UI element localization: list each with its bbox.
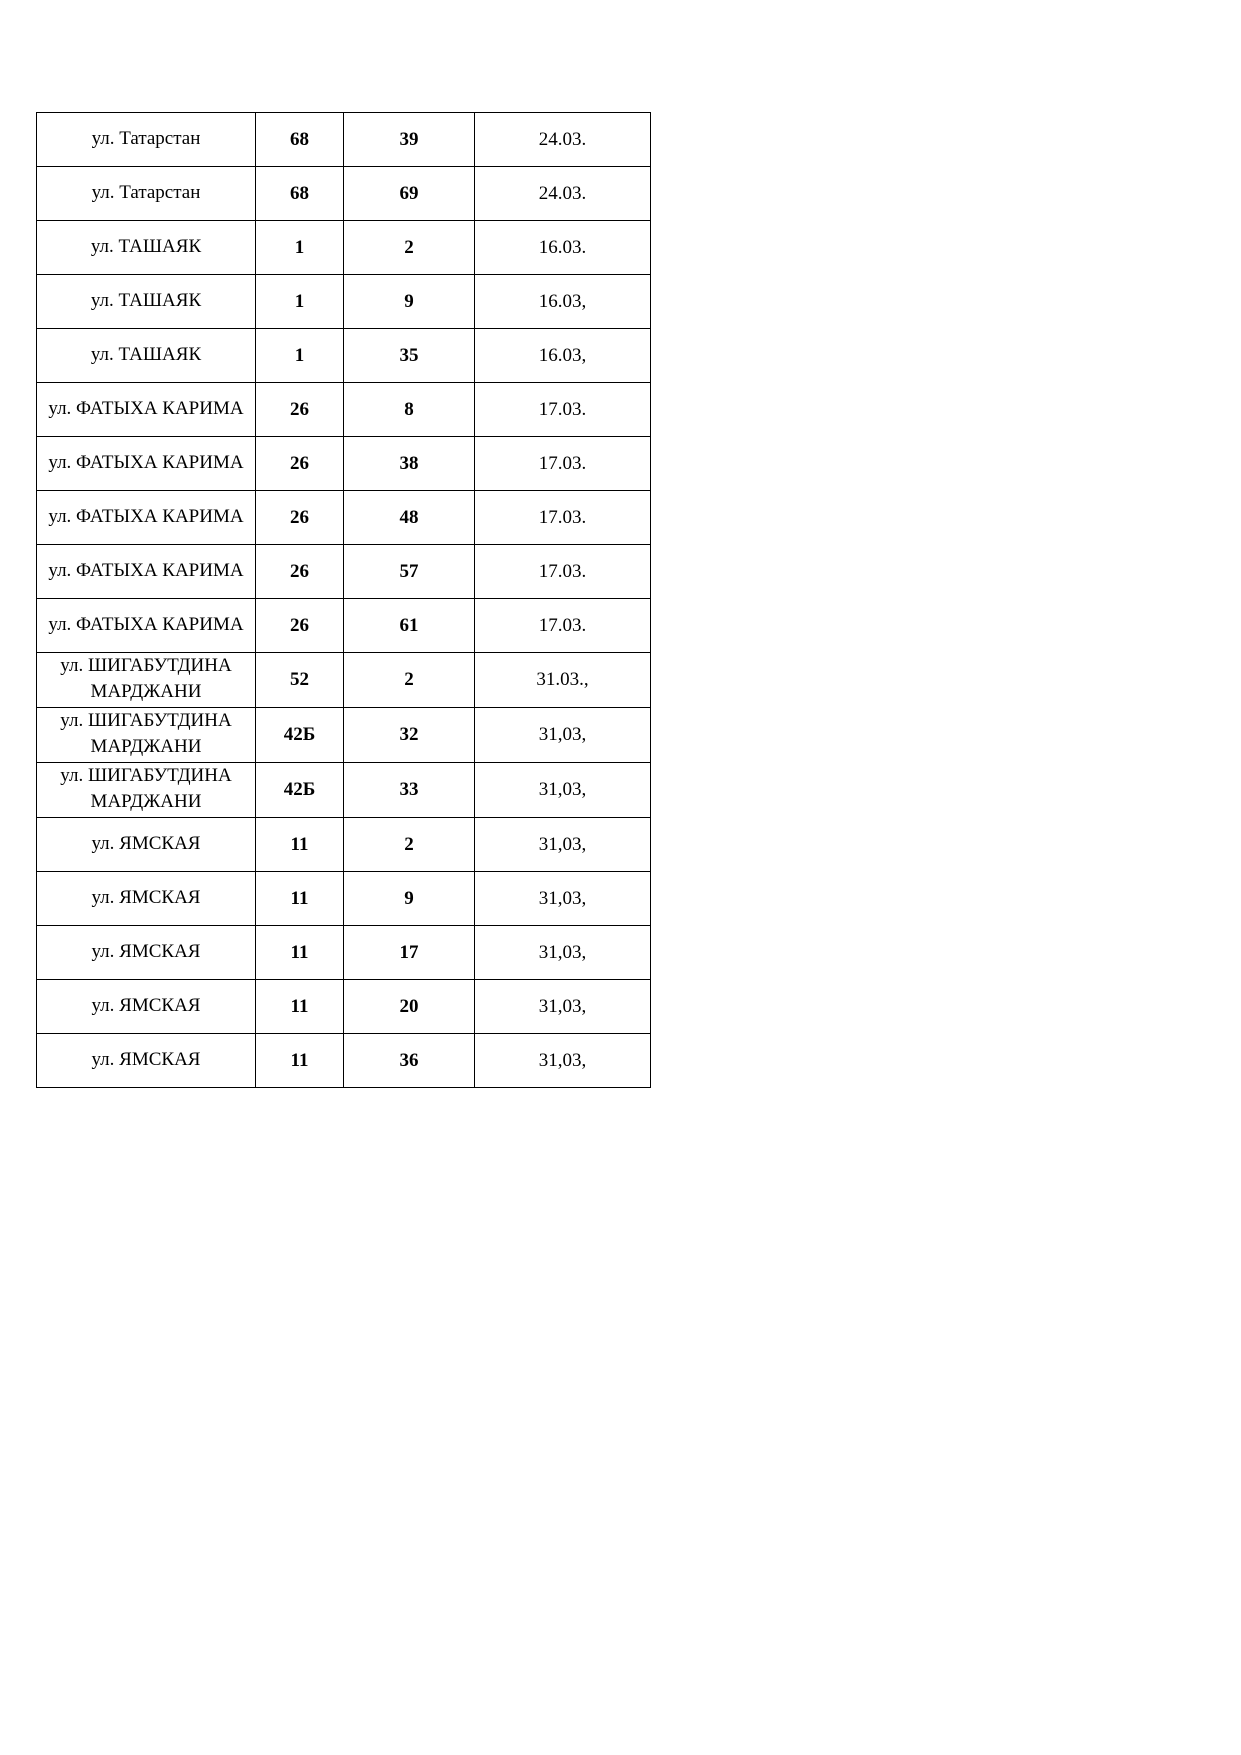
- apartment-number-cell: 36: [344, 1034, 475, 1088]
- street-cell: ул. ЯМСКАЯ: [37, 1034, 256, 1088]
- apartment-number-cell: 2: [344, 818, 475, 872]
- house-number-cell: 26: [256, 599, 344, 653]
- date-cell: 31,03,: [475, 1034, 651, 1088]
- house-number-cell: 11: [256, 1034, 344, 1088]
- street-cell: ул. ФАТЫХА КАРИМА: [37, 383, 256, 437]
- date-cell: 16.03,: [475, 275, 651, 329]
- table-row: [37, 383, 651, 437]
- apartment-number-cell: 2: [344, 653, 475, 708]
- date-cell: 31,03,: [475, 926, 651, 980]
- table-row: [37, 872, 651, 926]
- date-cell: 17.03.: [475, 437, 651, 491]
- table-row: [37, 708, 651, 763]
- street-cell: ул. ШИГАБУТДИНА МАРДЖАНИ: [37, 653, 256, 708]
- house-number-cell: 42Б: [256, 763, 344, 818]
- date-cell: 17.03.: [475, 545, 651, 599]
- house-number-cell: 52: [256, 653, 344, 708]
- apartment-number-cell: 57: [344, 545, 475, 599]
- date-cell: 17.03.: [475, 599, 651, 653]
- apartment-number-cell: 39: [344, 113, 475, 167]
- apartment-number-cell: 20: [344, 980, 475, 1034]
- table-row: [37, 763, 651, 818]
- apartment-number-cell: 38: [344, 437, 475, 491]
- date-cell: 17.03.: [475, 383, 651, 437]
- street-cell: ул. ЯМСКАЯ: [37, 926, 256, 980]
- house-number-cell: 68: [256, 113, 344, 167]
- street-cell: ул. ЯМСКАЯ: [37, 980, 256, 1034]
- date-cell: 31,03,: [475, 818, 651, 872]
- street-cell: ул. ТАШАЯК: [37, 275, 256, 329]
- date-cell: 31.03.,: [475, 653, 651, 708]
- table-row: [37, 275, 651, 329]
- street-cell: ул. ФАТЫХА КАРИМА: [37, 599, 256, 653]
- date-cell: 24.03.: [475, 113, 651, 167]
- house-number-cell: 1: [256, 275, 344, 329]
- street-cell: ул. Татарстан: [37, 167, 256, 221]
- table-row: [37, 1034, 651, 1088]
- apartment-number-cell: 69: [344, 167, 475, 221]
- apartment-number-cell: 17: [344, 926, 475, 980]
- apartment-number-cell: 33: [344, 763, 475, 818]
- house-number-cell: 26: [256, 545, 344, 599]
- table-row: [37, 545, 651, 599]
- street-cell: ул. ЯМСКАЯ: [37, 872, 256, 926]
- apartment-number-cell: 35: [344, 329, 475, 383]
- street-cell: ул. Татарстан: [37, 113, 256, 167]
- house-number-cell: 11: [256, 980, 344, 1034]
- house-number-cell: 68: [256, 167, 344, 221]
- house-number-cell: 1: [256, 221, 344, 275]
- table-row: [37, 599, 651, 653]
- table-row: [37, 167, 651, 221]
- street-cell: ул. ФАТЫХА КАРИМА: [37, 491, 256, 545]
- apartment-number-cell: 2: [344, 221, 475, 275]
- apartment-number-cell: 48: [344, 491, 475, 545]
- house-number-cell: 11: [256, 872, 344, 926]
- apartment-number-cell: 61: [344, 599, 475, 653]
- date-cell: 16.03.: [475, 221, 651, 275]
- table-row: [37, 653, 651, 708]
- date-cell: 24.03.: [475, 167, 651, 221]
- house-number-cell: 42Б: [256, 708, 344, 763]
- date-cell: 16.03,: [475, 329, 651, 383]
- table-row: [37, 437, 651, 491]
- table-row: [37, 980, 651, 1034]
- street-cell: ул. ТАШАЯК: [37, 329, 256, 383]
- house-number-cell: 1: [256, 329, 344, 383]
- table-row: [37, 491, 651, 545]
- house-number-cell: 11: [256, 926, 344, 980]
- table-row: [37, 329, 651, 383]
- street-cell: ул. ФАТЫХА КАРИМА: [37, 437, 256, 491]
- date-cell: 31,03,: [475, 763, 651, 818]
- apartment-number-cell: 9: [344, 872, 475, 926]
- street-cell: ул. ШИГАБУТДИНА МАРДЖАНИ: [37, 763, 256, 818]
- house-number-cell: 26: [256, 437, 344, 491]
- house-number-cell: 11: [256, 818, 344, 872]
- address-table: [36, 112, 651, 1088]
- table-row: [37, 926, 651, 980]
- table-row: [37, 113, 651, 167]
- date-cell: 31,03,: [475, 708, 651, 763]
- table-row: [37, 221, 651, 275]
- table-row: [37, 818, 651, 872]
- apartment-number-cell: 8: [344, 383, 475, 437]
- date-cell: 17.03.: [475, 491, 651, 545]
- street-cell: ул. ТАШАЯК: [37, 221, 256, 275]
- apartment-number-cell: 9: [344, 275, 475, 329]
- date-cell: 31,03,: [475, 980, 651, 1034]
- address-table-body: [37, 113, 651, 1088]
- date-cell: 31,03,: [475, 872, 651, 926]
- apartment-number-cell: 32: [344, 708, 475, 763]
- house-number-cell: 26: [256, 383, 344, 437]
- street-cell: ул. ФАТЫХА КАРИМА: [37, 545, 256, 599]
- house-number-cell: 26: [256, 491, 344, 545]
- street-cell: ул. ЯМСКАЯ: [37, 818, 256, 872]
- street-cell: ул. ШИГАБУТДИНА МАРДЖАНИ: [37, 708, 256, 763]
